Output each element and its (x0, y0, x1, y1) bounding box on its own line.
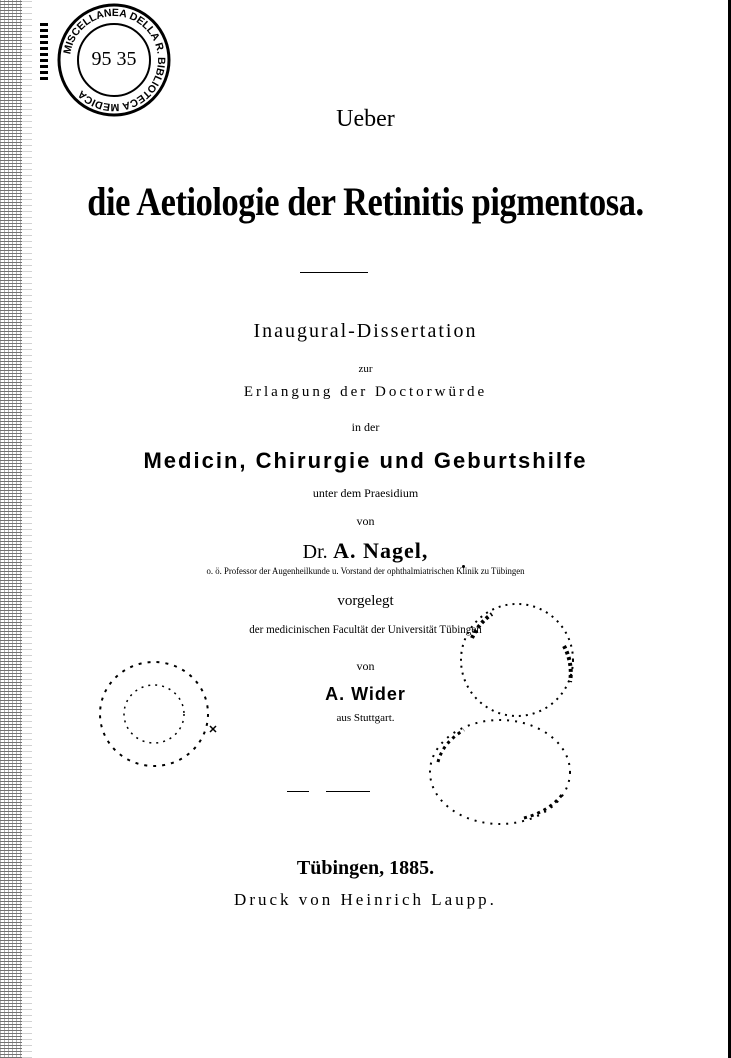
library-stamp-text: MISCELLANEA DELLA R. BIBLIOTECA MEDICA (61, 6, 168, 114)
divider-rule-bottom-left (287, 791, 309, 792)
text-in-der: in der (351, 420, 380, 434)
title-ueber: Ueber (336, 106, 395, 132)
dissertation-purpose: Erlangung der Doctorwürde (243, 384, 488, 400)
faded-stamp-lower-right (424, 712, 576, 830)
faculty-university: der medicinischen Facultät der Universität Tübingen (249, 622, 482, 636)
author-name: A. Wider (325, 684, 406, 704)
text-unter-praesidium: unter dem Praesidium (312, 486, 419, 500)
main-title: die Aetiologie der Retinitis pigmentosa. (87, 179, 644, 224)
dissertation-type: Inaugural-Dissertation (253, 320, 478, 342)
faded-stamp-left (92, 656, 220, 774)
professor-title: Dr. (302, 541, 328, 563)
professor-name: A. Nagel, (333, 538, 429, 563)
faculty-subjects: Medicin, Chirurgie und Geburtshilfe (143, 448, 588, 473)
divider-rule-bottom-right (326, 791, 370, 792)
text-zur: zur (358, 363, 373, 375)
imprint-printer: Druck von Heinrich Laupp. (234, 890, 497, 909)
text-von-2: von (356, 659, 375, 673)
library-stamp (56, 2, 172, 118)
author-origin: aus Stuttgart. (336, 712, 395, 724)
library-stamp-number: 95 35 (91, 48, 137, 70)
imprint-place-year: Tübingen, 1885. (296, 857, 435, 879)
divider-rule-top (300, 272, 368, 273)
faded-stamp-upper-right (452, 598, 582, 728)
scan-edge-mark (40, 20, 48, 80)
professor-line (0, 538, 731, 564)
text-von-1: von (356, 514, 375, 528)
text-vorgelegt: vorgelegt (337, 593, 394, 609)
professor-detail: o. ö. Professor der Augenheilkunde u. Vorstand der ophthalmiatrischen Klinik zu Tübingen (206, 567, 525, 577)
